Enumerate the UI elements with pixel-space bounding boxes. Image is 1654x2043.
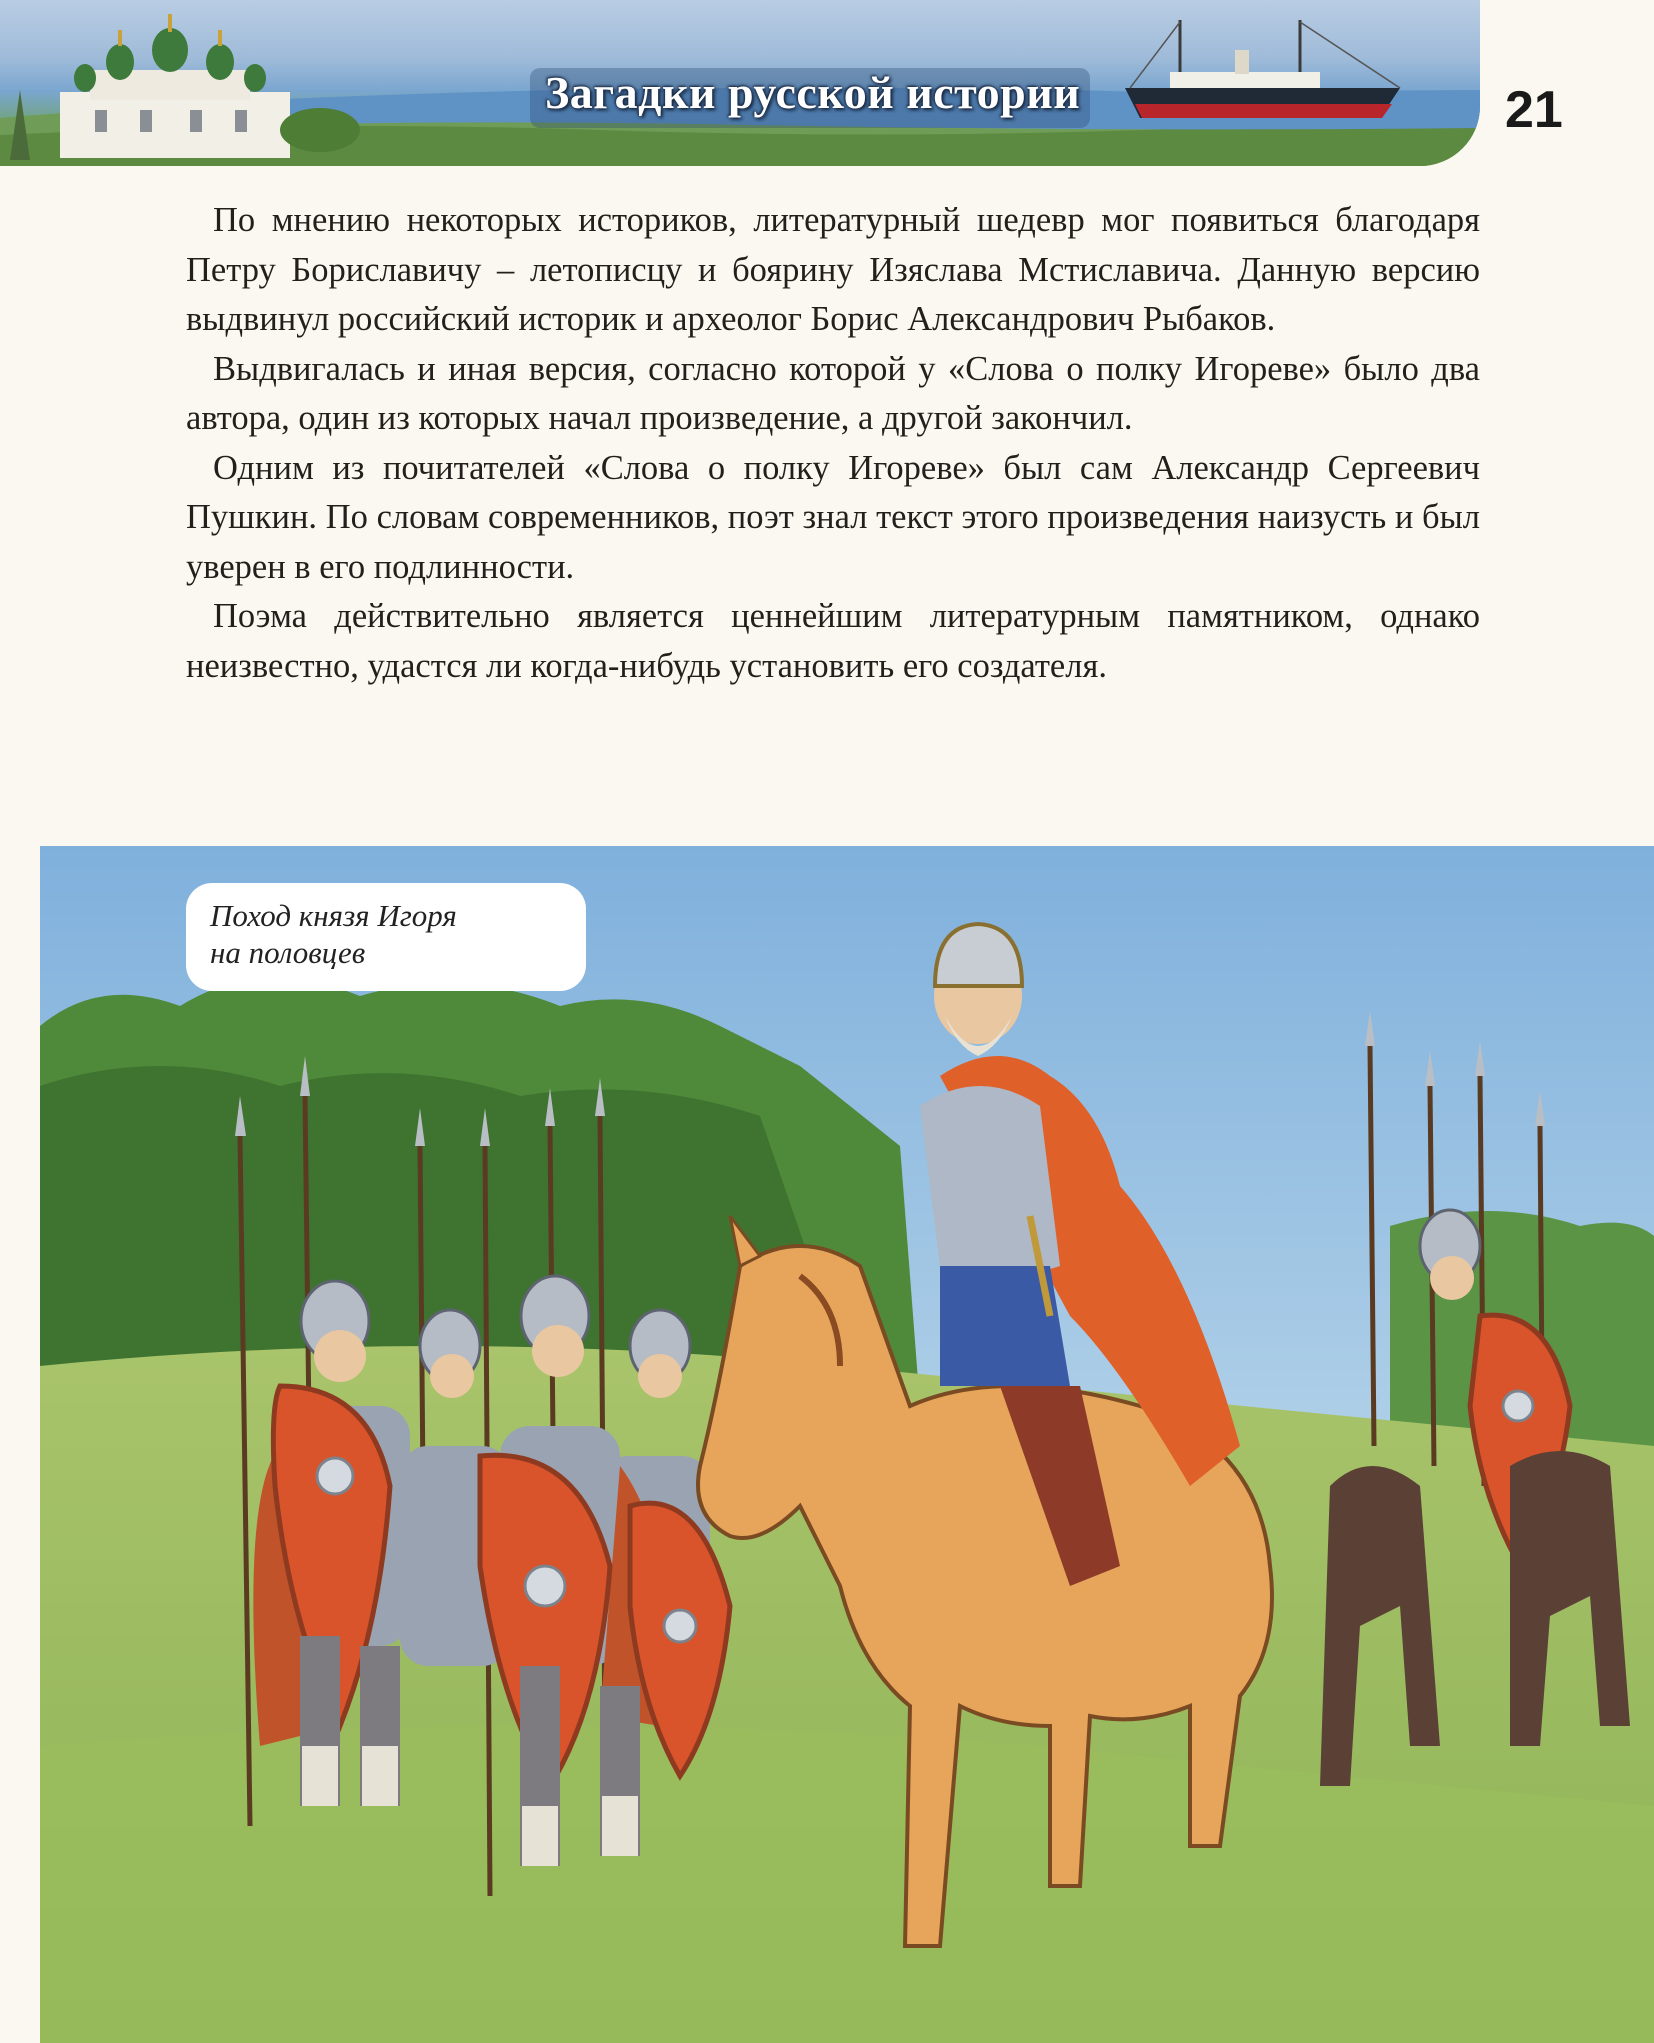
- illustration-scene: [40, 846, 1654, 2043]
- body-text: [186, 196, 1480, 691]
- paragraph: Одним из почитателей «Слова о полку Игореве» был сам Александр Сергеевич Пушкин. По словам современников, поэт знал текст этого произведения наизусть и был уверен в его подлинности.: [186, 448, 1480, 586]
- paragraph: По мнению некоторых историков, литературный шедевр мог появиться благодаря Петру Бориславичу – летописцу и боярину Изяслава Мстиславича. Данную версию выдвинул российский историк и археолог Борис Александрович Рыбаков.: [186, 201, 1480, 338]
- page-header-title: Загадки русской истории: [545, 67, 1081, 118]
- ship-icon: [1125, 20, 1400, 118]
- header-banner: [0, 0, 1480, 166]
- page-number: 21: [1505, 81, 1563, 139]
- paragraph: Поэма действительно является ценнейшим литературным памятником, однако неизвестно, удастся ли когда-нибудь установить его создателя.: [186, 597, 1480, 685]
- caption-line: на половцев: [210, 935, 366, 970]
- illustration-caption: [186, 883, 586, 991]
- paragraph: Выдвигалась и иная версия, согласно которой у «Слова о полку Игореве» было два автора, один из которых начал произведение, а другой закончил.: [186, 349, 1480, 437]
- caption-line: Поход князя Игоря: [210, 898, 457, 933]
- illustration-march-of-igor: [40, 846, 1654, 2043]
